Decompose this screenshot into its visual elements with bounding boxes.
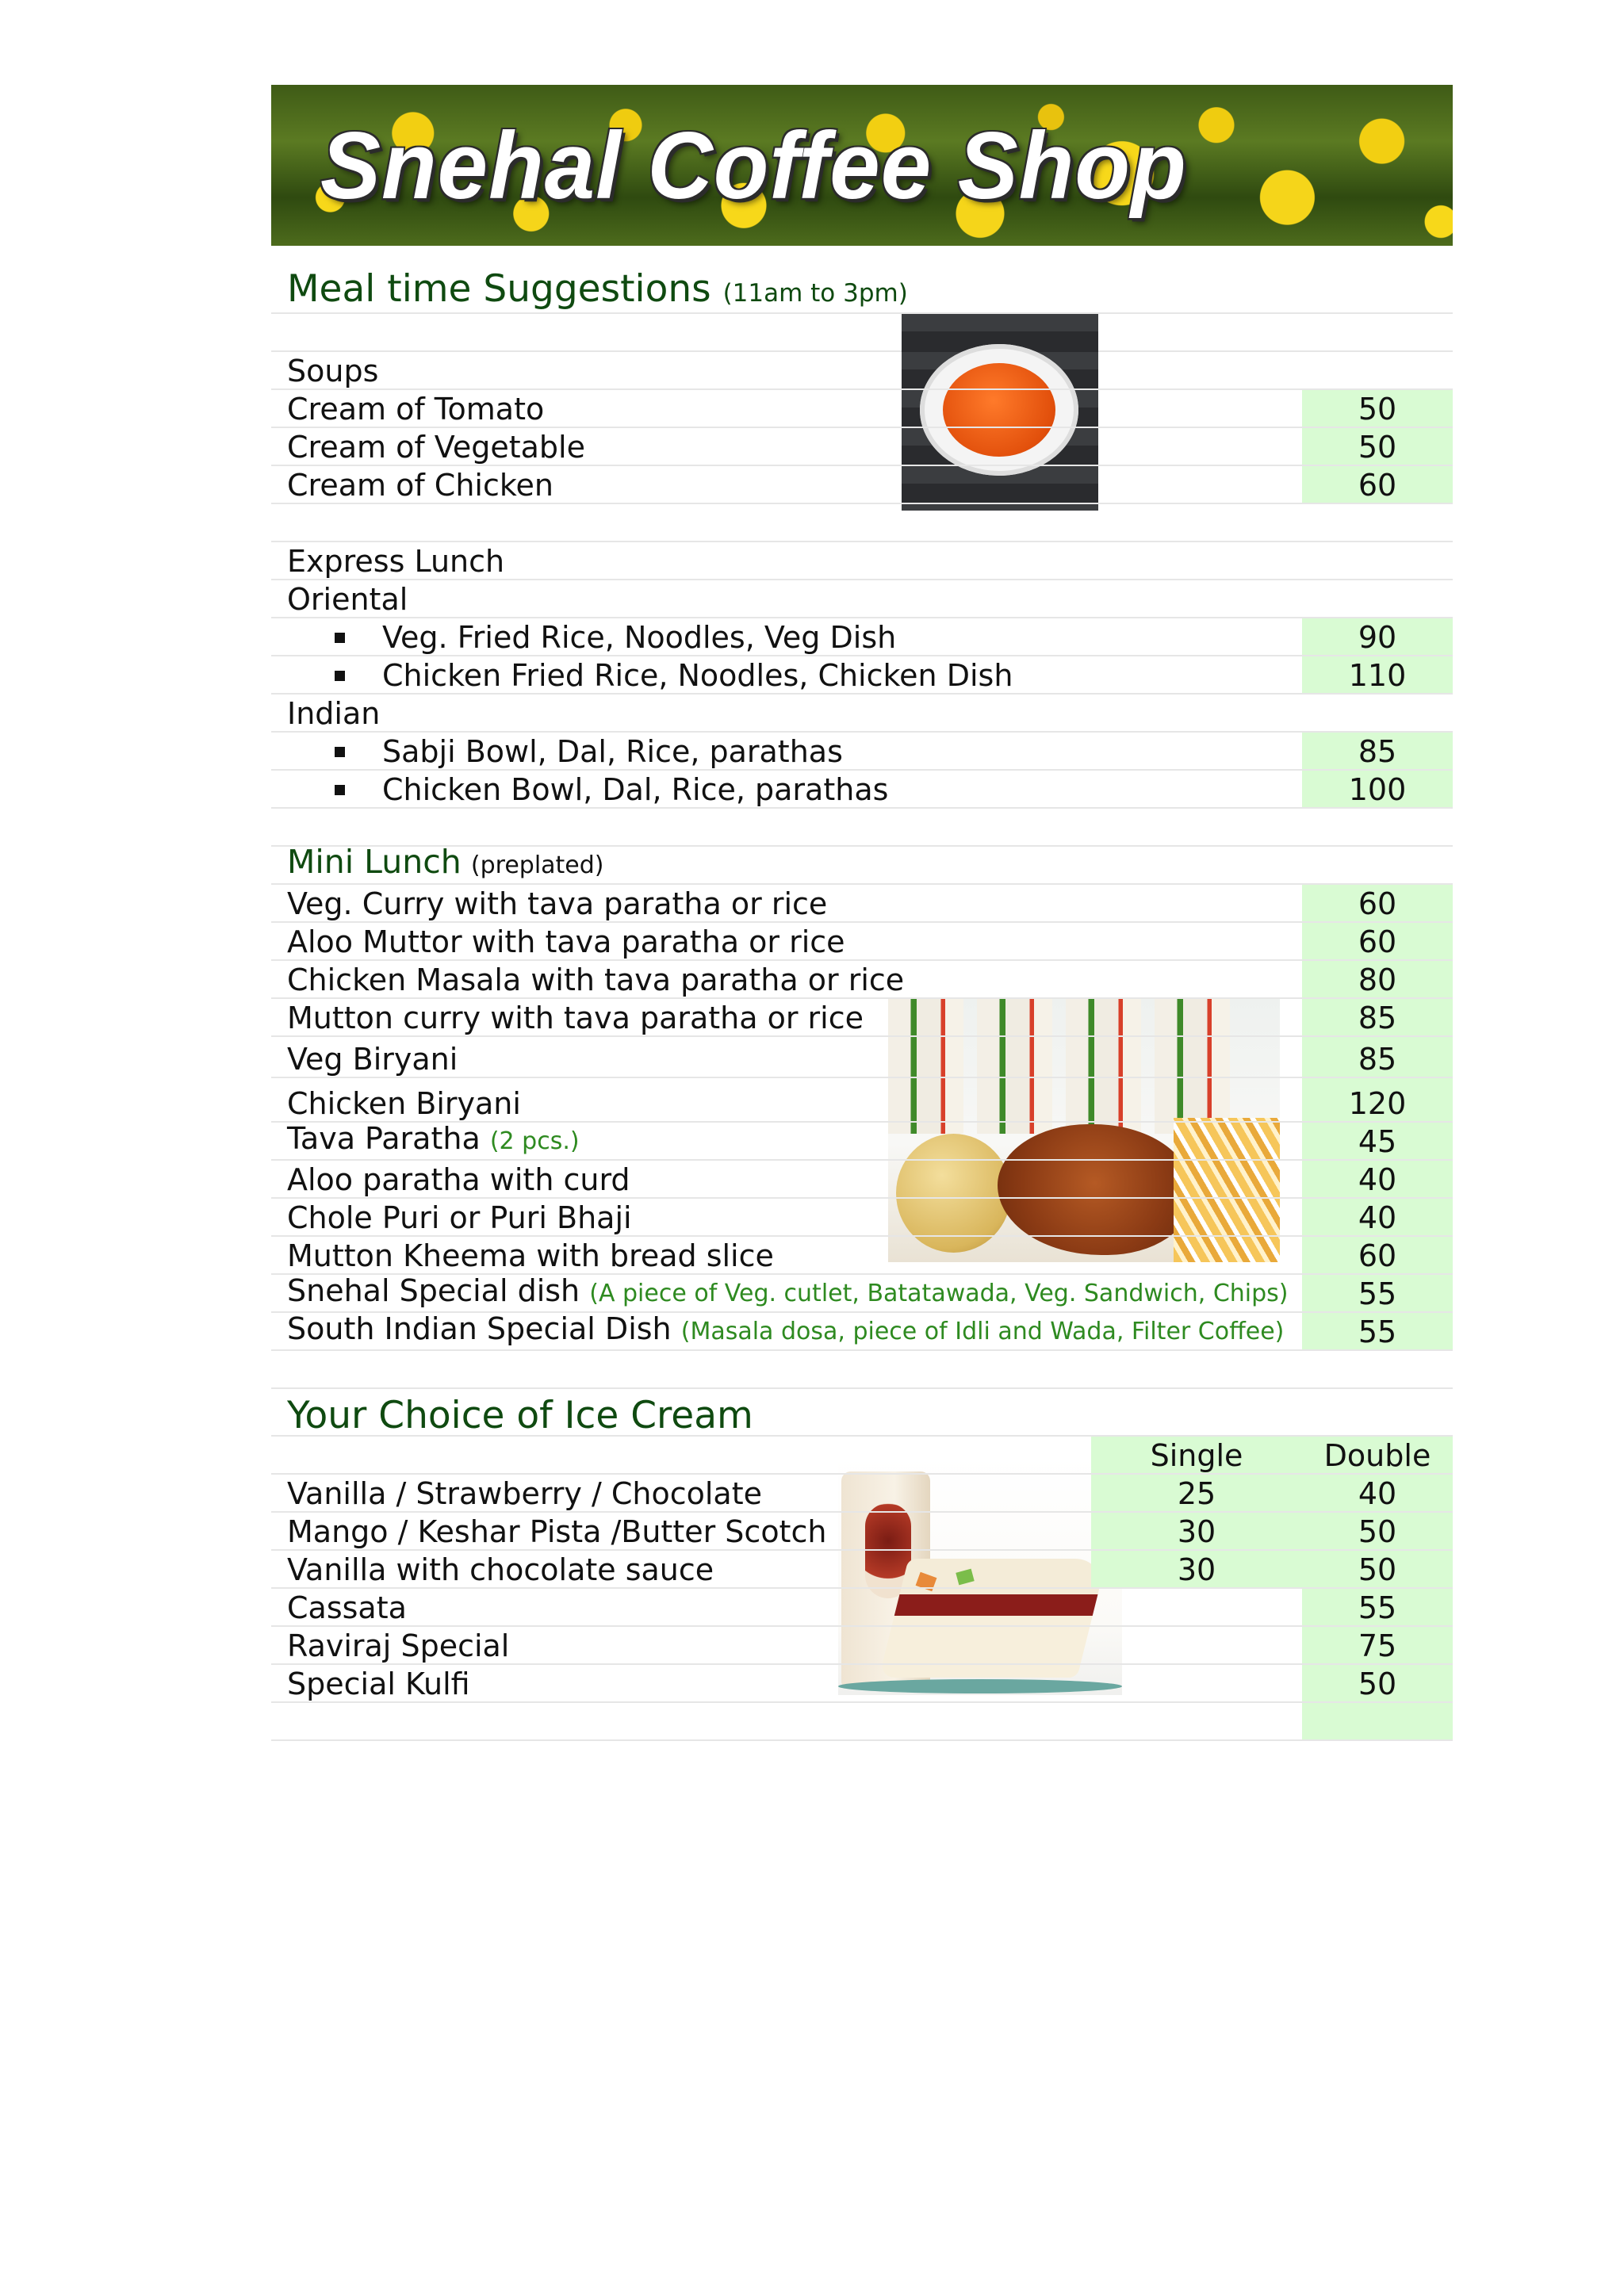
- single-price: [1091, 1627, 1302, 1663]
- menu-item: [271, 618, 1453, 656]
- icecream-title: Your Choice of Ice Cream: [287, 1394, 753, 1437]
- mini-items: [271, 885, 1453, 1351]
- icecream-item: [271, 1551, 1453, 1589]
- col-single-header: Single: [1091, 1437, 1302, 1473]
- icecream-item: [271, 1475, 1453, 1513]
- item-name: Chicken Bowl, Dal, Rice, parathas: [382, 772, 889, 807]
- express-lunch-section: [271, 542, 1453, 809]
- soups-section: [271, 314, 1453, 504]
- bullet-icon: [335, 671, 345, 681]
- icecream-title-row: [271, 1389, 1453, 1437]
- mini-lunch-section: [271, 843, 1453, 1351]
- item-name: Cream of Tomato: [287, 392, 545, 427]
- bullet-icon: [335, 633, 345, 643]
- double-price: 50: [1302, 1513, 1453, 1549]
- item-name: Mutton Kheema with bread slice: [287, 1238, 774, 1273]
- indian-title-row: [271, 695, 1453, 733]
- menu-item: [271, 961, 1453, 999]
- item-name: Cream of Vegetable: [287, 430, 585, 465]
- item-price: 60: [1302, 466, 1453, 503]
- price-cell-empty: [1302, 580, 1453, 617]
- menu-item: [271, 1078, 1453, 1123]
- meal-heading-row: [271, 268, 1453, 314]
- menu-page: [271, 85, 1453, 1741]
- item-name: Cassata: [287, 1590, 407, 1625]
- oriental-title: Oriental: [287, 582, 408, 617]
- item-name: Chole Puri or Puri Bhaji: [287, 1200, 632, 1235]
- item-price: 45: [1302, 1123, 1453, 1159]
- item-name: Sabji Bowl, Dal, Rice, parathas: [382, 734, 843, 769]
- item-price: 85: [1302, 999, 1453, 1035]
- item-name: Veg. Fried Rice, Noodles, Veg Dish: [382, 620, 897, 655]
- icecream-item: [271, 1589, 1453, 1627]
- single-price: 25: [1091, 1475, 1302, 1511]
- menu-item: [271, 1037, 1453, 1078]
- menu-item: [271, 1313, 1453, 1351]
- item-name: Special Kulfi: [287, 1667, 470, 1701]
- item-name: Veg. Curry with tava paratha or rice: [287, 886, 828, 921]
- spacer: [271, 314, 1453, 352]
- item-price: 100: [1302, 771, 1453, 807]
- item-name: Mango / Keshar Pista /Butter Scotch: [287, 1514, 827, 1549]
- item-price: 90: [1302, 618, 1453, 655]
- item-name: Tava Paratha: [287, 1121, 481, 1156]
- express-title: Express Lunch: [287, 544, 505, 579]
- icecream-items: [271, 1437, 1453, 1741]
- item-name-with-note: [271, 1273, 1302, 1311]
- bullet-icon: [335, 747, 345, 757]
- double-price: 40: [1302, 1475, 1453, 1511]
- item-name: Aloo paratha with curd: [287, 1162, 630, 1197]
- icecream-end-row: [271, 1703, 1453, 1741]
- item-name: Raviraj Special: [287, 1628, 510, 1663]
- single-price: 30: [1091, 1551, 1302, 1587]
- item-note: (Masala dosa, piece of Idli and Wada, Filter Coffee): [680, 1318, 1285, 1345]
- spacer: [271, 1351, 1453, 1389]
- price-cell-empty: [1302, 542, 1453, 579]
- price-cell-empty: [1302, 695, 1453, 731]
- shop-title: Snehal Coffee Shop: [320, 113, 1187, 220]
- price-cell-empty: [1302, 847, 1453, 883]
- meal-title: Meal time Suggestions: [287, 267, 711, 311]
- soups-title-row: [271, 352, 1453, 390]
- item-price: 85: [1302, 1037, 1453, 1077]
- single-price: 30: [1091, 1513, 1302, 1549]
- double-price: 50: [1302, 1551, 1453, 1587]
- item-name-with-note: [271, 1311, 1302, 1349]
- item-name: Snehal Special dish: [287, 1273, 580, 1308]
- mini-subtitle: (preplated): [470, 851, 604, 879]
- item-name: Vanilla / Strawberry / Chocolate: [287, 1476, 763, 1511]
- icecream-item: [271, 1513, 1453, 1551]
- menu-item: [271, 923, 1453, 961]
- item-name: Vanilla with chocolate sauce: [287, 1552, 714, 1587]
- menu-item: [271, 885, 1453, 923]
- item-price: 55: [1302, 1313, 1453, 1349]
- item-price: 60: [1302, 885, 1453, 921]
- item-price: 50: [1302, 428, 1453, 465]
- single-price: [1091, 1589, 1302, 1625]
- menu-item: [271, 1161, 1453, 1199]
- banner: [271, 85, 1453, 246]
- double-price: 55: [1302, 1589, 1453, 1625]
- spacer: [271, 809, 1453, 847]
- double-price: 75: [1302, 1627, 1453, 1663]
- item-name: South Indian Special Dish: [287, 1311, 672, 1346]
- menu-item: [271, 1123, 1453, 1161]
- item-price: 40: [1302, 1161, 1453, 1197]
- spacer: [271, 504, 1453, 542]
- price-cell-empty: [1302, 1703, 1453, 1739]
- menu-item: [271, 1237, 1453, 1275]
- mini-title-row: [271, 843, 1453, 885]
- item-name-with-note: [271, 1121, 1302, 1159]
- col-double-header: Double: [1302, 1437, 1453, 1473]
- bullet-icon: [335, 785, 345, 795]
- item-name: Chicken Biryani: [287, 1086, 521, 1121]
- soups-title: Soups: [287, 354, 379, 388]
- item-name: Aloo Muttor with tava paratha or rice: [287, 924, 845, 959]
- icecream-item: [271, 1627, 1453, 1665]
- express-title-row: [271, 542, 1453, 580]
- item-name: Chicken Fried Rice, Noodles, Chicken Dish: [382, 658, 1013, 693]
- menu-item: [271, 428, 1453, 466]
- item-price: 55: [1302, 1275, 1453, 1311]
- menu-item: [271, 390, 1453, 428]
- icecream-item: [271, 1665, 1453, 1703]
- indian-title: Indian: [287, 696, 381, 731]
- item-price: 50: [1302, 390, 1453, 427]
- item-note: (A piece of Veg. cutlet, Batatawada, Veg. Sandwich, Chips): [589, 1280, 1289, 1307]
- item-price: 60: [1302, 1237, 1453, 1273]
- item-note: (2 pcs.): [489, 1127, 580, 1155]
- item-price: 80: [1302, 961, 1453, 997]
- item-name: Chicken Masala with tava paratha or rice: [287, 962, 905, 997]
- menu-item: [271, 771, 1453, 809]
- double-price: 50: [1302, 1665, 1453, 1701]
- meal-heading: [271, 267, 908, 312]
- single-price: [1091, 1665, 1302, 1701]
- oriental-title-row: [271, 580, 1453, 618]
- item-price: 110: [1302, 656, 1453, 693]
- icecream-section: [271, 1389, 1453, 1741]
- item-name: Mutton curry with tava paratha or rice: [287, 1001, 864, 1035]
- item-price: 60: [1302, 923, 1453, 959]
- menu-item: [271, 999, 1453, 1037]
- menu-item: [271, 733, 1453, 771]
- item-price: 85: [1302, 733, 1453, 769]
- meal-subtitle: (11am to 3pm): [722, 279, 908, 308]
- item-name: Cream of Chicken: [287, 468, 553, 503]
- mini-title: Mini Lunch: [287, 843, 462, 881]
- menu-item: [271, 1275, 1453, 1313]
- menu-item: [271, 1199, 1453, 1237]
- item-name: Veg Biryani: [287, 1042, 458, 1077]
- item-price: 120: [1302, 1078, 1453, 1121]
- icecream-header-row: [271, 1437, 1453, 1475]
- mini-heading: [271, 844, 1302, 883]
- item-price: 40: [1302, 1199, 1453, 1235]
- menu-item: [271, 466, 1453, 504]
- menu-item: [271, 656, 1453, 695]
- price-cell-empty: [1302, 352, 1453, 388]
